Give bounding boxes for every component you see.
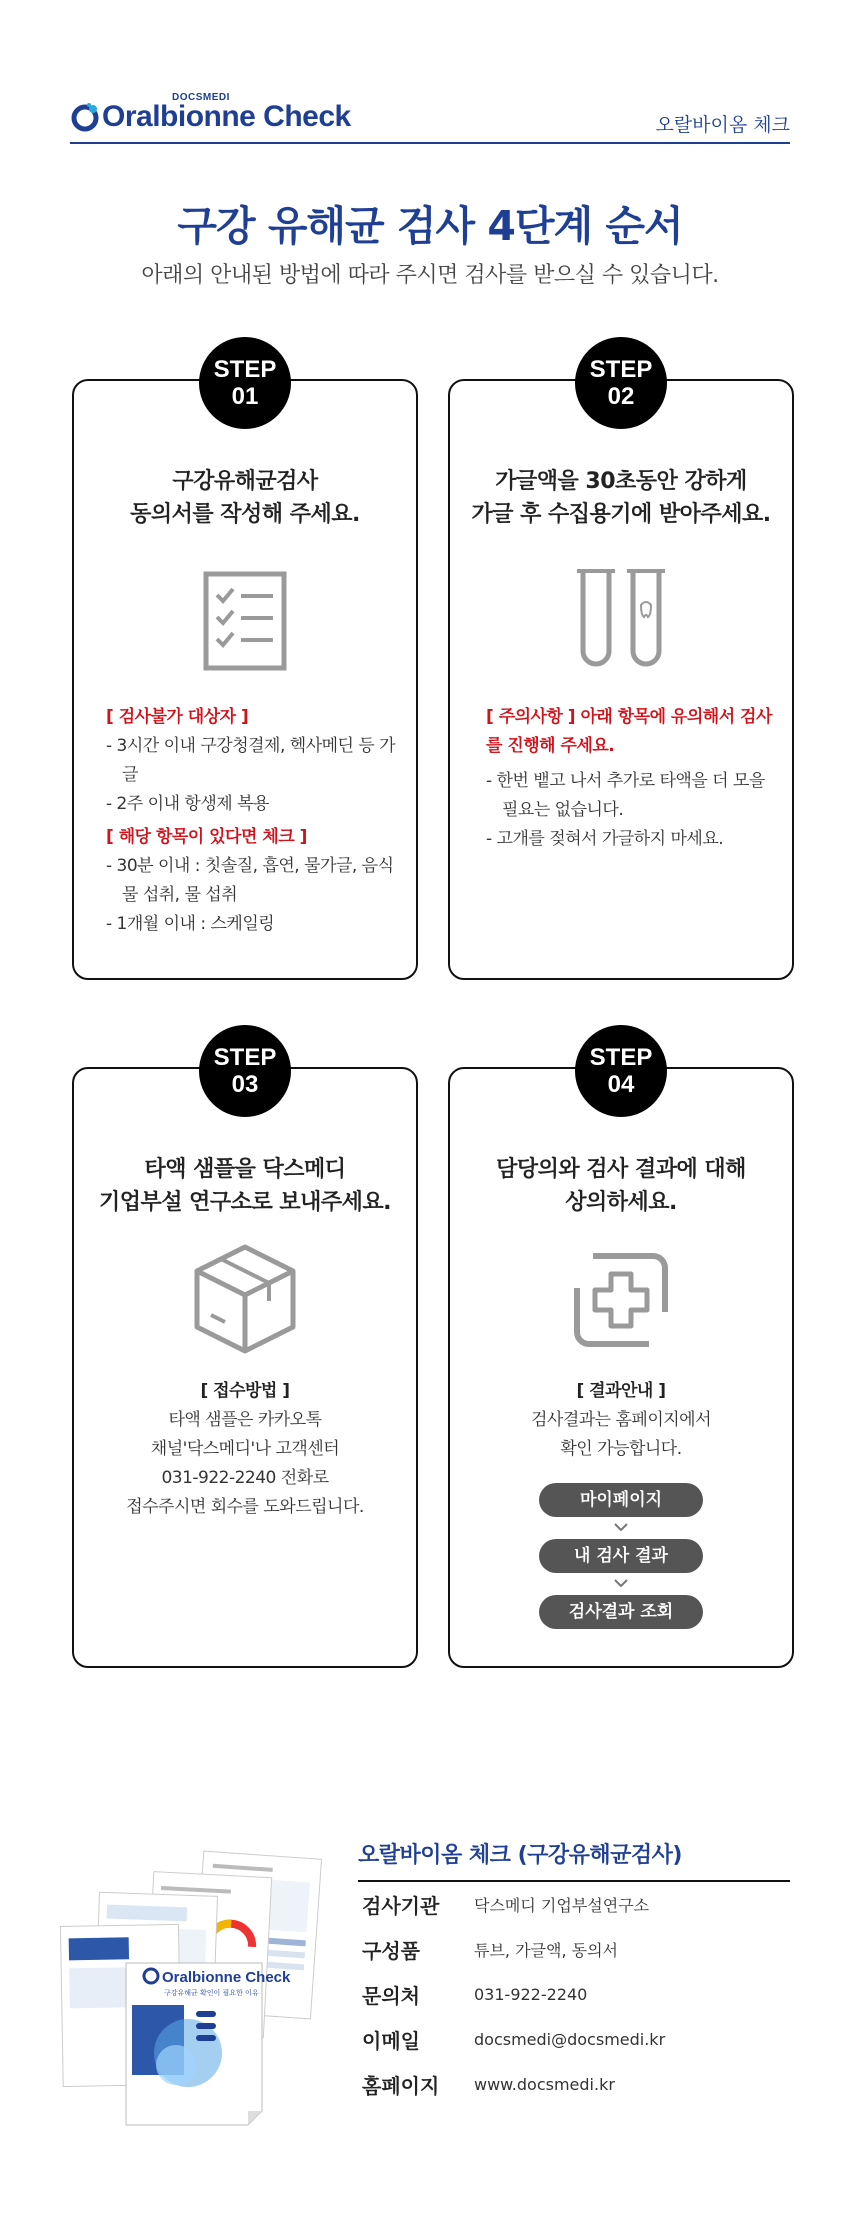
step-title-line: 가글 후 수집용기에 받아주세요.	[471, 502, 771, 527]
step-notes	[450, 1377, 792, 1464]
notes-item: - 한번 뱉고 나서 추가로 타액을 더 모을 필요는 없습니다.	[486, 771, 765, 820]
homepage-link[interactable]: www.docsmedi.kr	[474, 2075, 615, 2094]
step-title-line: 상의하세요.	[565, 1190, 677, 1215]
badge-number: 02	[607, 383, 635, 410]
step-title-line: 구강유해균검사	[172, 469, 318, 494]
test-tube-icon	[575, 567, 667, 675]
notes-line: 채널'닥스메디'나 고객센터	[150, 1439, 340, 1459]
page-title: 구강 유해균 검사 4단계 순서	[177, 202, 683, 250]
notes-item: - 1개월 이내 : 스케일링	[106, 914, 275, 934]
checklist-icon	[203, 571, 287, 675]
notes-line: 확인 가능합니다.	[560, 1439, 682, 1459]
info-row-homepage	[358, 2062, 790, 2107]
logo-text: Oralbionne Check	[102, 100, 351, 133]
notes-item: - 고개를 젖혀서 가글하지 마세요.	[486, 829, 724, 849]
step-title-line: 기업부설 연구소로 보내주세요.	[99, 1190, 391, 1215]
step-badge	[199, 337, 291, 429]
notes-item: - 3시간 이내 구강청결제, 헥사메딘 등 가글	[106, 736, 396, 785]
step-badge	[575, 337, 667, 429]
logo-small-text: DOCSMEDI	[172, 92, 230, 103]
chevron-down-icon	[613, 1521, 629, 1533]
info-label: 이메일	[362, 2029, 420, 2053]
badge-number: 04	[607, 1071, 635, 1098]
step-badge	[199, 1025, 291, 1117]
notes-item: - 2주 이내 항생제 복용	[106, 794, 269, 814]
header	[70, 92, 790, 144]
badge-number: 01	[231, 383, 259, 410]
info-label: 구성품	[362, 1939, 420, 1963]
page-subtitle: 아래의 안내된 방법에 따라 주시면 검사를 받으실 수 있습니다.	[141, 263, 719, 288]
box-icon	[193, 1243, 297, 1359]
booklet-logo-text: Oralbionne Check	[162, 1969, 291, 1986]
notes-line: 031-922-2240 전화로	[161, 1468, 329, 1488]
badge-label: STEP	[589, 356, 653, 383]
step-notes	[106, 703, 396, 939]
logo-mark-icon	[70, 102, 100, 132]
notes-line: 접수주시면 회수를 도와드립니다.	[126, 1497, 364, 1517]
badge-label: STEP	[213, 356, 277, 383]
info-row-contact	[358, 1972, 790, 2017]
info-panel	[358, 1838, 790, 2107]
info-row-institution	[358, 1882, 790, 1927]
result-lookup-button[interactable]: 검사결과 조회	[539, 1595, 703, 1629]
step-notes	[74, 1377, 416, 1522]
step-card-1	[72, 356, 418, 980]
info-label: 홈페이지	[362, 2074, 440, 2098]
notes-line: 타액 샘플은 카카오톡	[168, 1410, 322, 1430]
my-results-button[interactable]: 내 검사 결과	[539, 1539, 703, 1573]
booklet-subtitle: 구강유해균 확인이 필요한 이유	[164, 1989, 259, 1997]
medical-cross-icon	[573, 1252, 669, 1352]
step-title	[450, 465, 792, 531]
chevron-down-icon	[613, 1577, 629, 1589]
info-value[interactable]: 031-922-2240	[474, 1985, 588, 2004]
step-title	[450, 1153, 792, 1219]
email-link[interactable]: docsmedi@docsmedi.kr	[474, 2030, 666, 2049]
notes-heading: [ 검사불가 대상자 ]	[106, 707, 249, 727]
info-value: 닥스메디 기업부설연구소	[474, 1896, 650, 1915]
info-title: 오랄바이옴 체크 (구강유해균검사)	[358, 1838, 790, 1882]
step-title-line: 동의서를 작성해 주세요.	[130, 502, 360, 527]
info-value: 튜브, 가글액, 동의서	[474, 1941, 618, 1960]
step-title	[74, 465, 416, 531]
notes-item: - 30분 이내 : 칫솔질, 흡연, 물가글, 음식물 섭취, 물 섭취	[106, 856, 394, 905]
notes-line: 검사결과는 홈페이지에서	[530, 1410, 712, 1430]
notes-heading: [ 해당 항목이 있다면 체크 ]	[106, 827, 307, 847]
badge-label: STEP	[213, 1044, 277, 1071]
notes-heading: [ 결과안내 ]	[576, 1381, 666, 1401]
notes-heading: [ 접수방법 ]	[200, 1381, 290, 1401]
badge-label: STEP	[589, 1044, 653, 1071]
info-row-email	[358, 2017, 790, 2062]
step-card-3	[72, 1044, 418, 1668]
step-card-4	[448, 1044, 794, 1668]
step-card-2	[448, 356, 794, 980]
info-label: 문의처	[362, 1984, 420, 2008]
step-badge	[575, 1025, 667, 1117]
step-title	[74, 1153, 416, 1219]
header-link[interactable]: 오랄바이옴 체크	[655, 114, 790, 136]
step-title-line: 타액 샘플을 닥스메디	[144, 1157, 346, 1182]
info-label: 검사기관	[362, 1894, 440, 1918]
step-notes	[486, 703, 772, 854]
mypage-button[interactable]: 마이페이지	[539, 1483, 703, 1517]
badge-number: 03	[231, 1071, 259, 1098]
info-row-components	[358, 1927, 790, 1972]
step-title-line: 담당의와 검사 결과에 대해	[496, 1157, 746, 1182]
step-title-line: 가글액을 30초동안 강하게	[495, 469, 747, 494]
booklet-illustration	[56, 1845, 326, 2130]
notes-heading: [ 주의사항 ] 아래 항목에 유의해서 검사를 진행해 주세요.	[486, 707, 772, 756]
